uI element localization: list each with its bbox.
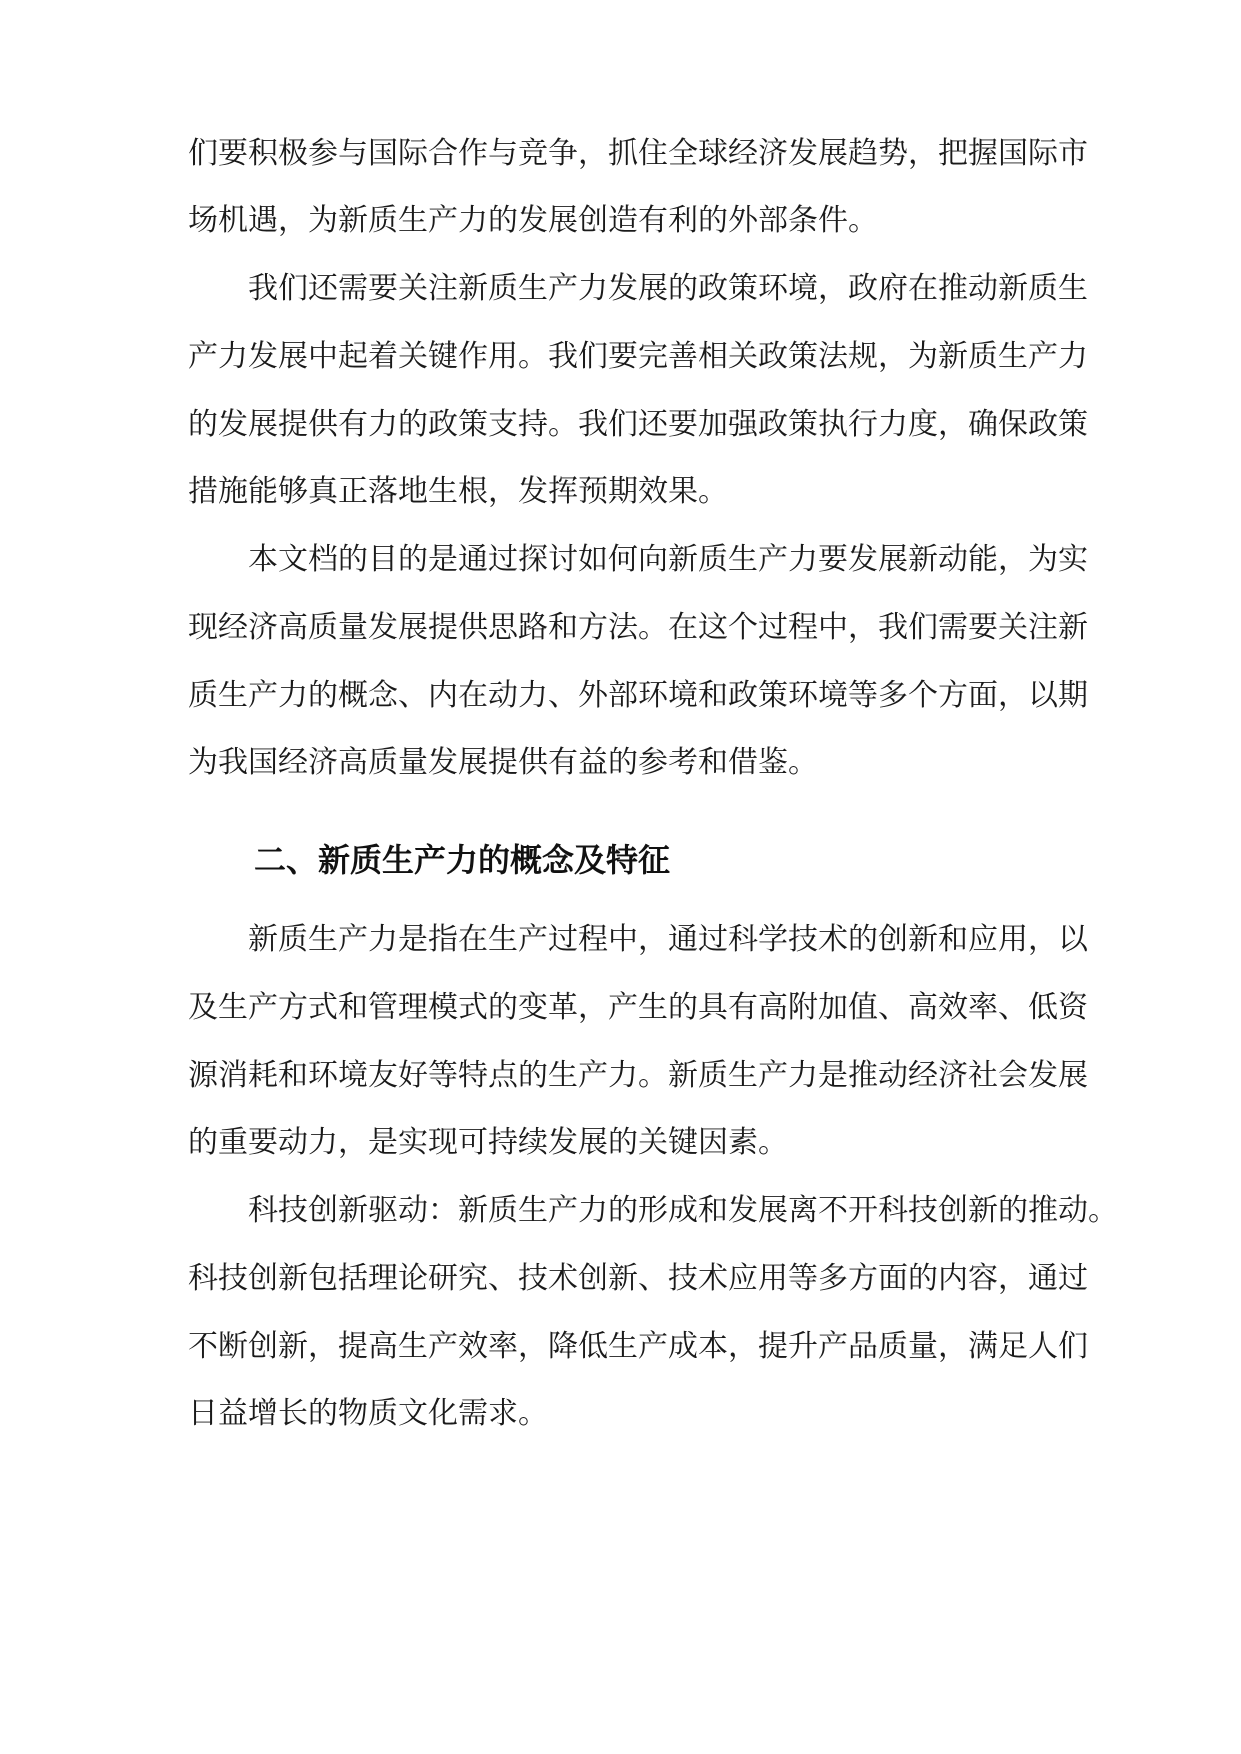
paragraph-3-line-4: 为我国经济高质量发展提供有益的参考和借鉴。 [188,745,818,780]
paragraph-3-line-1: 本文档的目的是通过探讨如何向新质生产力要发展新动能，为实 [248,542,1088,577]
section-paragraph-1-line-2: 及生产方式和管理模式的变革，产生的具有高附加值、高效率、低资 [188,990,1088,1025]
paragraph-2-line-1: 我们还需要关注新质生产力发展的政策环境，政府在推动新质生 [248,271,1088,306]
section-paragraph-2-line-2: 科技创新包括理论研究、技术创新、技术应用等多方面的内容，通过 [188,1261,1088,1296]
paragraph-1-line-1: 们要积极参与国际合作与竞争，抓住全球经济发展趋势，把握国际市 [188,136,1088,171]
section-paragraph-1-line-3: 源消耗和环境友好等特点的生产力。新质生产力是推动经济社会发展 [188,1058,1088,1093]
section-paragraph-2-line-4: 日益增长的物质文化需求。 [188,1396,548,1431]
paragraph-2-line-2: 产力发展中起着关键作用。我们要完善相关政策法规，为新质生产力 [188,339,1088,374]
paragraph-1-line-2: 场机遇，为新质生产力的发展创造有利的外部条件。 [188,203,878,238]
paragraph-2-line-4: 措施能够真正落地生根，发挥预期效果。 [188,474,728,509]
paragraph-3-line-2: 现经济高质量发展提供思路和方法。在这个过程中，我们需要关注新 [188,610,1088,645]
paragraph-3-line-3: 质生产力的概念、内在动力、外部环境和政策环境等多个方面，以期 [188,678,1088,713]
section-paragraph-1-line-1: 新质生产力是指在生产过程中，通过科学技术的创新和应用，以 [248,922,1088,957]
paragraph-2-line-3: 的发展提供有力的政策支持。我们还要加强政策执行力度，确保政策 [188,407,1088,442]
section-paragraph-2-line-3: 不断创新，提高生产效率，降低生产成本，提升产品质量，满足人们 [188,1329,1088,1364]
section-paragraph-2-line-1: 科技创新驱动：新质生产力的形成和发展离不开科技创新的推动。 [248,1193,1118,1228]
section-paragraph-1-line-4: 的重要动力，是实现可持续发展的关键因素。 [188,1125,788,1160]
section-heading: 二、新质生产力的概念及特征 [254,841,671,879]
